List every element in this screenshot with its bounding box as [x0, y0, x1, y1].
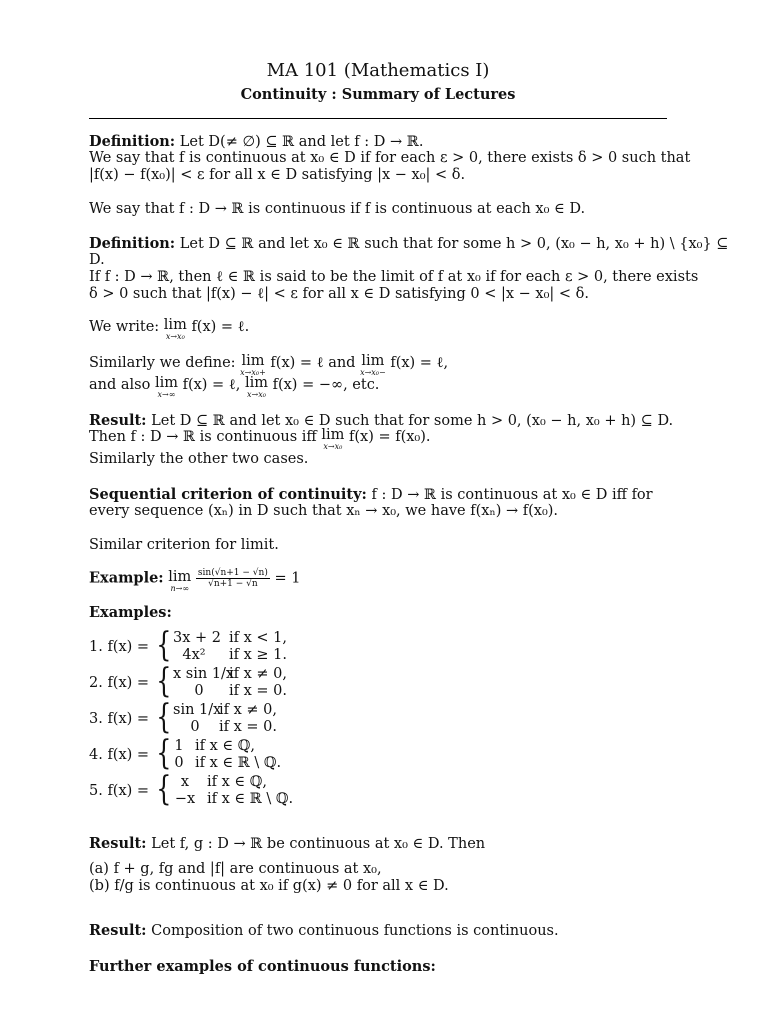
result-text: Then f : D → ℝ is continuous iff — [89, 429, 317, 445]
result-composition — [89, 922, 667, 940]
sequential-criterion — [89, 486, 667, 554]
definition-continuous-function: We say that f : D → ℝ is continuous if f is continuous at each x₀ ∈ D. — [89, 201, 586, 217]
one-sided-limits — [89, 353, 667, 399]
notation-prefix: We write: — [89, 319, 160, 335]
limit-expression: f(x) = −∞, etc. — [272, 377, 380, 393]
limit-operator: lim n→∞ — [168, 568, 192, 593]
result-text: Composition of two continuous functions is continuous. — [151, 923, 559, 939]
similar-also: and also — [89, 377, 151, 393]
example-fraction: $\frac{\sin(√n+1 - √n)}{√n+1 - √n}$ — [197, 568, 268, 589]
example-item: 1. f(x) = { 3x + 2 4x² if x < 1, if x ≥ 1. — [89, 625, 287, 665]
definition-text: D. — [89, 252, 105, 268]
limit-expression: f(x) = ℓ and — [270, 355, 356, 371]
criterion-note: Similar criterion for limit. — [89, 537, 279, 553]
example-limit — [89, 568, 667, 594]
definition-limit — [89, 235, 729, 303]
result-label: Result: — [89, 835, 147, 852]
criterion-text: every sequence (xₙ) in D such that xₙ → x₀, we have f(xₙ) → f(x₀). — [89, 503, 559, 519]
result-text: Similarly the other two cases. — [89, 451, 309, 467]
title-rule — [89, 118, 667, 119]
example-rhs: = 1 — [274, 570, 301, 587]
example-item: 4. f(x) = { 1 0 if x ∈ ℚ, if x ∈ ℝ \ ℚ. — [89, 733, 282, 773]
definition-label: Definition: — [89, 133, 176, 150]
limit-expression: f(x) = ℓ, — [390, 355, 449, 371]
example-item: 5. f(x) = { x −x if x ∈ ℚ, if x ∈ ℝ \ ℚ. — [89, 769, 294, 809]
definition-text: If f : D → ℝ, then ℓ ∈ ℝ is said to be the limit of f at x₀ if for each ε > 0, there exists — [89, 269, 699, 285]
definition-continuity — [89, 133, 691, 184]
page-subtitle: Continuity : Summary of Lectures — [240, 86, 516, 103]
notation-limit — [89, 319, 667, 342]
limit-operator: lim x→∞ — [154, 375, 178, 399]
definition-text: We say that f is continuous at x₀ ∈ D if for each ε > 0, there exists δ > 0 such that — [89, 150, 691, 166]
further-examples-heading: Further examples of continuous functions: — [89, 958, 436, 975]
limit-operator: lim x→x₀ — [244, 375, 268, 399]
definition-text: δ > 0 such that |f(x) − ℓ| < ε for all x ∈ D satisfying 0 < |x − x₀| < δ. — [89, 286, 590, 302]
result-text: f(x) = f(x₀). — [349, 429, 431, 445]
notation-expression: f(x) = ℓ. — [191, 319, 250, 335]
example-label: Example: — [89, 569, 164, 587]
example-item: 3. f(x) = { sin 1/x 0 if x ≠ 0, if x = 0. — [89, 697, 277, 737]
result-algebra — [89, 835, 667, 895]
definition-label: Definition: — [89, 235, 176, 252]
result-text: Let D ⊆ ℝ and let x₀ ∈ D such that for some h > 0, (x₀ − h, x₀ + h) ⊆ D. — [151, 413, 674, 429]
limit-expression: f(x) = ℓ, — [182, 377, 241, 393]
result-item-a: (a) f + g, fg and |f| are continuous at x₀, — [89, 861, 382, 877]
limit-operator: lim x→x₀− — [360, 353, 386, 377]
example-item: 2. f(x) = { x sin 1/x 0 if x ≠ 0, if x = 0. — [89, 661, 287, 701]
criterion-text: f : D → ℝ is continuous at x₀ ∈ D iff for — [371, 487, 653, 503]
page-title: MA 101 (Mathematics I) — [266, 60, 490, 81]
result-label: Result: — [89, 412, 147, 429]
limit-operator: lim x→x₀ — [321, 427, 345, 451]
definition-text: |f(x) − f(x₀)| < ε for all x ∈ D satisfying |x − x₀| < δ. — [89, 167, 466, 183]
definition-text: Let D ⊆ ℝ and let x₀ ∈ ℝ such that for some h > 0, (x₀ − h, x₀ + h) \ {x₀} ⊆ — [179, 236, 729, 252]
definition-text: Let D(≠ ∅) ⊆ ℝ and let f : D → ℝ. — [179, 134, 424, 150]
result-text: Let f, g : D → ℝ be continuous at x₀ ∈ D. Then — [151, 836, 486, 852]
limit-operator: lim x→x₀+ — [240, 353, 266, 377]
similar-prefix: Similarly we define: — [89, 355, 236, 371]
result-continuity-limit — [89, 412, 674, 468]
result-item-b: (b) f/g is continuous at x₀ if g(x) ≠ 0 for all x ∈ D. — [89, 878, 449, 894]
limit-operator: lim x→x₀ — [163, 317, 187, 341]
criterion-label: Sequential criterion of continuity: — [89, 486, 367, 503]
examples-heading: Examples: — [89, 604, 172, 621]
result-label: Result: — [89, 922, 147, 939]
